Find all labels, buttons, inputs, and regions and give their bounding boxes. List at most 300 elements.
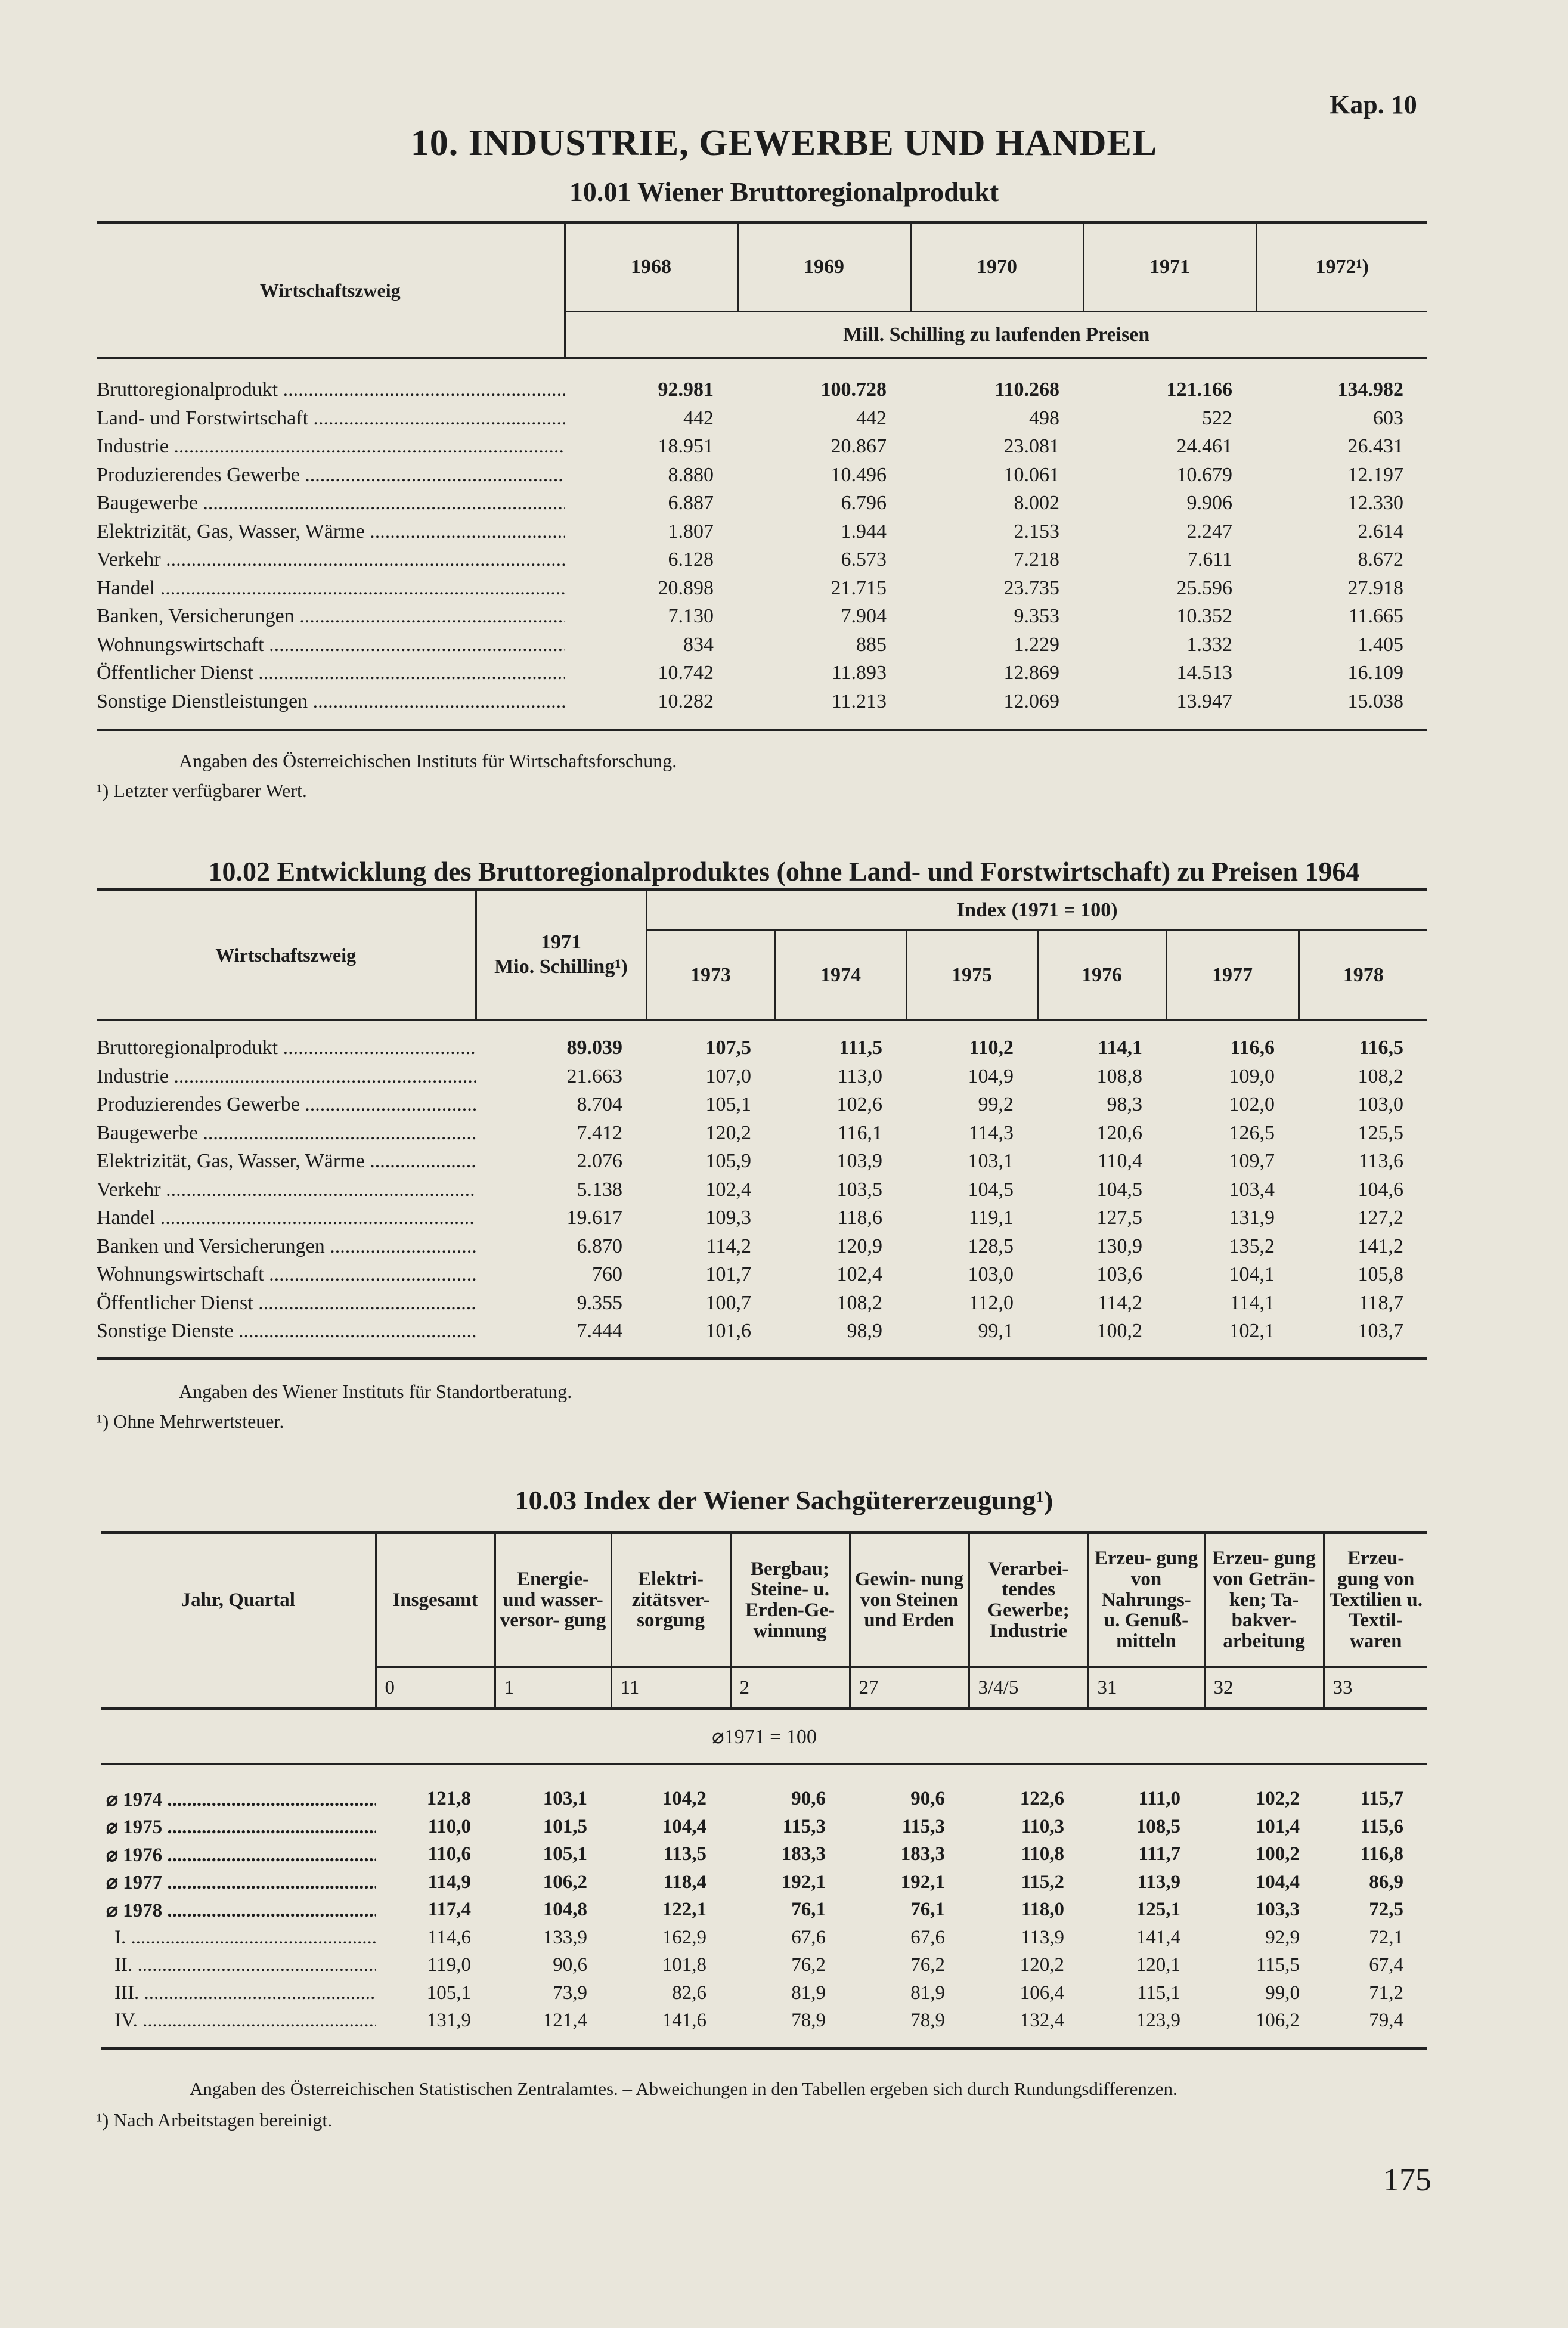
row-label-text: Baugewerbe ..... [97,492,565,514]
table-cell: 76,2 [910,1954,945,1976]
table-cell: 67,4 [1369,1954,1403,1976]
table-cell: 121,8 [426,1788,471,1810]
table-cell: 130,9 [1096,1235,1142,1257]
table-cell: 98,9 [847,1320,882,1343]
table-cell: 116,8 [1360,1843,1403,1865]
table-cell: 127,2 [1358,1207,1404,1229]
table-cell: 25.596 [1176,576,1232,599]
table-10-03-title: 10.03 Index der Wiener Sachgütererzeugung¹) [515,1485,1053,1515]
table-cell: 106,2 [1255,2010,1300,2032]
table-cell: 92,9 [1265,1926,1300,1948]
table-cell: 79,4 [1369,2010,1403,2032]
row-label-text: Land- und Forstwirtschaft ..... [97,407,565,430]
table-cell: 78,9 [791,2010,826,2032]
table-cell: 92.981 [658,379,714,401]
row-label-text: Bruttoregionalprodukt ..... [97,379,565,401]
column-header-year: 1971 [1083,222,1256,312]
table-cell: 90,6 [553,1954,587,1976]
table-cell: 100,2 [1096,1320,1142,1343]
column-header: Insgesamt [376,1533,495,1667]
column-code: 32 [1204,1667,1324,1709]
row-label [101,1813,376,1841]
table-row [97,404,1427,433]
table-cell: 115,3 [901,1815,945,1837]
table-cell: 603 [1373,407,1403,429]
table-cell: 123,9 [1136,2010,1180,2032]
table-cell: 1.229 [1014,633,1059,656]
table-cell: 114,1 [1098,1037,1142,1059]
table-cell: 141,4 [1136,1926,1180,1948]
row-label-text: Produzierendes Gewerbe ..... [97,464,565,486]
index-label: Index (1971 = 100) [646,890,1427,931]
table-cell: 102,1 [1229,1320,1275,1343]
row-label-text: ⌀ 1976 ..... [106,1843,376,1867]
table-cell: 101,6 [705,1320,751,1343]
table-cell: 116,6 [1230,1037,1275,1059]
table-cell: 162,9 [662,1926,706,1948]
table-cell: 71,2 [1369,1982,1403,2004]
chapter-title: 10. INDUSTRIE, GEWERBE UND HANDEL [410,123,1158,163]
table-cell: 73,9 [553,1982,587,2004]
table-cell: 131,9 [426,2010,471,2032]
row-label [97,489,565,518]
table-cell: 110,3 [1021,1815,1064,1837]
table-cell: 9.353 [1014,605,1059,628]
table-cell: 115,7 [1360,1788,1403,1810]
table-10-01-title: 10.01 Wiener Bruttoregionalprodukt [569,176,999,207]
table-cell: 118,4 [663,1871,706,1893]
table-cell: 103,6 [1096,1263,1142,1286]
table-cell: 103,1 [543,1788,587,1810]
table-cell: 141,2 [1358,1235,1404,1257]
table-row [97,433,1427,461]
table-cell: 103,0 [968,1263,1014,1286]
table-cell: 101,7 [705,1263,751,1286]
table-cell: 111,7 [1138,1843,1180,1865]
table-row [97,517,1427,546]
table-cell: 442 [683,407,714,429]
table-cell: 16.109 [1347,662,1403,684]
table-cell: 522 [1202,407,1232,429]
column-header-year: 1969 [737,222,910,312]
table-cell: 104,8 [543,1899,587,1921]
table-cell-base: 9.355 [577,1291,622,1314]
row-label [97,1091,476,1120]
row-label-text: IV. ..... [114,2010,376,2032]
table-cell: 6.887 [668,492,714,514]
table-cell: 115,5 [1256,1954,1300,1976]
column-header: Erzeu- gung von Geträn- ken; Ta- bakver- arbeitung [1204,1533,1324,1667]
table-cell: 1.332 [1186,633,1232,656]
table-cell: 76,1 [791,1899,826,1921]
row-label-text: Banken, Versicherungen ..... [97,605,565,628]
table-cell: 118,6 [837,1207,882,1229]
row-label-text: ⌀ 1974 ..... [106,1787,376,1811]
table-cell: 105,8 [1358,1263,1404,1286]
table-cell: 110,0 [427,1815,471,1837]
table-cell: 104,4 [662,1815,706,1837]
table-cell: 100.728 [820,379,887,401]
table-cell: 76,1 [910,1899,945,1921]
table-cell: 76,2 [791,1954,826,1976]
row-label-text: Öffentlicher Dienst ..... [97,662,565,684]
row-label-text: Industrie ..... [97,1065,476,1088]
table-cell: 23.081 [1003,435,1059,458]
table-cell: 10.282 [658,690,714,712]
table-cell: 7.904 [841,605,887,628]
row-label-text: Produzierendes Gewerbe ..... [97,1093,476,1116]
table-cell: 1.807 [668,520,714,543]
table-cell: 103,4 [1229,1178,1275,1201]
table-cell: 105,1 [543,1843,587,1865]
source-note: Angaben des Österreichischen Instituts für Wirtschaftsforschung. [179,750,677,771]
table-cell: 11.893 [831,662,887,684]
table-row [101,1896,1427,1924]
table-cell: 7.611 [1187,548,1232,571]
column-code: 31 [1088,1667,1204,1709]
table-cell: 135,2 [1229,1235,1275,1257]
table-cell: 115,6 [1360,1815,1403,1837]
table-cell: 117,4 [427,1899,471,1921]
table-cell: 1.405 [1358,633,1403,656]
table-cell: 834 [683,633,714,656]
table-cell: 99,1 [978,1320,1014,1343]
table-cell-base: 21.663 [566,1065,622,1087]
table-cell: 134.982 [1337,379,1403,401]
table-row [97,603,1427,631]
table-cell: 110,2 [969,1037,1014,1059]
table-row [97,1318,1427,1346]
row-label [97,1176,476,1204]
table-cell: 101,8 [662,1954,706,1976]
row-label [97,1318,476,1346]
row-label-text: Verkehr ..... [97,548,565,571]
table-cell: 106,2 [543,1871,587,1893]
table-cell: 26.431 [1347,435,1403,458]
table-cell: 183,3 [781,1843,826,1865]
table-cell: 103,9 [836,1150,882,1173]
table-cell: 118,7 [1358,1291,1404,1314]
row-label-text: ⌀ 1978 ..... [106,1898,376,1922]
table-cell: 104,6 [1358,1178,1404,1201]
row-label [101,1785,376,1814]
table-cell: 110,8 [1021,1843,1064,1865]
table-cell-base: 6.870 [577,1235,622,1257]
table-cell: 8.672 [1358,548,1403,571]
table-cell: 119,1 [968,1207,1014,1229]
row-label-text: III. ..... [114,1982,376,2004]
row-label [97,687,565,716]
table-cell-base: 7.412 [577,1121,622,1144]
row-label-text: Baugewerbe ..... [97,1122,476,1145]
column-code: 11 [611,1667,730,1709]
row-label-text: Elektrizität, Gas, Wasser, Wärme ..... [97,520,565,543]
table-cell: 132,4 [1019,2010,1064,2032]
row-label [101,1868,376,1896]
table-cell: 114,2 [1097,1291,1142,1314]
table-cell: 105,1 [705,1093,751,1116]
table-cell: 113,5 [663,1843,706,1865]
row-label [101,1841,376,1869]
table-cell: 885 [856,633,887,656]
table-cell: 101,5 [543,1815,587,1837]
table-row [97,1176,1427,1204]
table-row [97,659,1427,688]
table-row [101,1952,1427,1980]
column-header: Elektri- zitätsver- sorgung [611,1533,730,1667]
column-code: 27 [850,1667,969,1709]
row-label [101,1896,376,1924]
row-label-text: Handel ..... [97,1207,476,1229]
row-label [97,1119,476,1148]
row-label-text: Handel ..... [97,577,565,600]
column-header-year: 1970 [910,222,1083,312]
table-row [101,1813,1427,1841]
table-cell: 110,6 [427,1843,471,1865]
table-cell: 12.330 [1347,492,1403,514]
table-cell: 111,0 [1138,1788,1180,1810]
row-label-text: Elektrizität, Gas, Wasser, Wärme ..... [97,1150,476,1173]
table-row [97,1261,1427,1289]
column-header: Erzeu- gung von Textilien u. Textil- waren [1324,1533,1427,1667]
table-cell: 1.944 [841,520,887,543]
row-label [97,659,565,688]
table-cell: 67,6 [791,1926,826,1948]
row-label-text: ⌀ 1977 ..... [106,1870,376,1894]
table-cell: 82,6 [672,1982,706,2004]
table-cell: 102,2 [1255,1788,1300,1810]
table-cell: 67,6 [910,1926,945,1948]
table-cell: 125,5 [1358,1121,1404,1144]
table-cell: 18.951 [658,435,714,458]
column-header-period: Jahr, Quartal [181,1589,295,1611]
table-cell: 12.197 [1347,463,1403,486]
table-cell: 2.153 [1014,520,1059,543]
column-header-year: 1977 [1166,931,1299,1020]
table-row [101,1841,1427,1869]
table-cell: 119,0 [427,1954,471,1976]
table-cell: 112,0 [968,1291,1014,1314]
table-cell: 100,2 [1255,1843,1300,1865]
table-cell: 110.268 [994,379,1059,401]
table-row [97,1204,1427,1233]
row-label-text: Sonstige Dienste ..... [97,1320,476,1343]
table-cell: 106,4 [1019,1982,1064,2004]
table-cell: 103,0 [1358,1093,1404,1116]
page-number: 175 [1383,2162,1431,2197]
table-cell: 86,9 [1369,1871,1403,1893]
table-cell: 108,5 [1136,1815,1180,1837]
table-cell: 99,0 [1265,1982,1300,2004]
table-cell: 102,6 [836,1093,882,1116]
table-cell: 109,3 [705,1207,751,1229]
table-cell: 21.715 [831,576,887,599]
row-label [101,2007,376,2035]
table-cell: 104,2 [662,1788,706,1810]
column-header-year: 1975 [906,931,1037,1020]
table-row [97,1034,1427,1063]
table-cell: 120,2 [1019,1954,1064,1976]
table-cell: 114,9 [427,1871,471,1893]
table-10-03 [101,1531,1427,2050]
table-cell: 10.742 [658,662,714,684]
table-cell: 116,1 [837,1121,882,1144]
column-header: Energie- und wasser- versor- gung [495,1533,611,1667]
row-label-text: II. ..... [114,1954,376,1976]
table-row [97,461,1427,489]
table-cell: 103,1 [968,1150,1014,1173]
table-row [97,1062,1427,1091]
table-cell: 121.166 [1166,379,1232,401]
row-label [101,1952,376,1980]
table-cell: 101,4 [1255,1815,1300,1837]
table-cell: 2.247 [1186,520,1232,543]
table-cell: 108,2 [836,1291,882,1314]
row-label [101,1979,376,2007]
table-cell: 103,3 [1255,1899,1300,1921]
base-label: ⌀1971 = 100 [101,1709,1427,1764]
table-cell: 13.947 [1176,690,1232,712]
table-cell: 107,5 [705,1037,751,1059]
table-10-02-title: 10.02 Entwicklung des Bruttoregionalproduktes (ohne Land- und Forstwirtschaft) zu Preisen 1964 [208,856,1360,886]
row-label [97,631,565,659]
table-cell: 183,3 [900,1843,945,1865]
row-label [97,376,565,405]
row-label [97,1034,476,1063]
table-cell: 27.918 [1347,576,1403,599]
table-cell: 10.679 [1176,463,1232,486]
table-row [97,1232,1427,1261]
table-cell: 110,4 [1097,1150,1142,1173]
table-cell: 10.061 [1003,463,1059,486]
column-code: 2 [730,1667,850,1709]
table-cell-base: 89.039 [566,1037,622,1059]
column-code: 3/4/5 [969,1667,1088,1709]
row-label [97,546,565,575]
row-label-text: Verkehr ..... [97,1179,476,1201]
table-cell: 81,9 [910,1982,945,2004]
column-header-year: 1972¹) [1256,222,1427,312]
table-cell-base: 5.138 [577,1178,622,1201]
table-cell: 99,2 [978,1093,1014,1116]
table-cell: 7.218 [1014,548,1059,571]
table-row [97,687,1427,716]
table-cell: 115,2 [1021,1871,1064,1893]
table-cell-base: 760 [592,1263,622,1286]
table-cell: 108,8 [1096,1065,1142,1087]
row-label [101,1924,376,1952]
table-cell: 7.130 [668,605,714,628]
row-label [97,1289,476,1318]
row-label [97,517,565,546]
table-cell: 120,9 [836,1235,882,1257]
table-row [97,376,1427,405]
table-row [97,546,1427,575]
table-cell: 109,0 [1229,1065,1275,1087]
row-label-text: Sonstige Dienstleistungen ..... [97,690,565,713]
row-label-text: Bruttoregionalprodukt ..... [97,1037,476,1059]
chapter-marker: Kap. 10 [1330,90,1417,119]
table-cell: 108,2 [1358,1065,1404,1087]
table-cell: 442 [856,407,887,429]
table-cell: 100,7 [705,1291,751,1314]
table-cell: 102,4 [836,1263,882,1286]
footnote: ¹) Letzter verfügbarer Wert. [97,780,307,801]
table-row [101,1868,1427,1896]
table-cell: 104,5 [968,1178,1014,1201]
row-label-text: I. ..... [114,1927,376,1949]
table-cell: 498 [1029,407,1059,429]
column-header-wirtschaftszweig: Wirtschaftszweig [97,890,476,1020]
table-cell: 131,9 [1229,1207,1275,1229]
table-cell: 125,1 [1136,1899,1180,1921]
table-cell-base: 2.076 [577,1150,622,1173]
table-row [97,1119,1427,1148]
table-cell: 10.352 [1176,605,1232,628]
column-header: Bergbau; Steine- u. Erden-Ge- winnung [730,1533,850,1667]
row-label [97,1232,476,1261]
table-cell: 122,6 [1019,1788,1064,1810]
base-year: 1971 [541,931,581,954]
table-cell: 192,1 [900,1871,945,1893]
table-cell: 23.735 [1003,576,1059,599]
row-label [97,433,565,461]
table-row [97,1289,1427,1318]
table-cell: 126,5 [1229,1121,1275,1144]
table-cell: 6.573 [841,548,887,571]
table-cell: 104,5 [1096,1178,1142,1201]
table-cell: 128,5 [968,1235,1014,1257]
table-cell: 115,3 [782,1815,826,1837]
table-cell: 113,9 [1137,1871,1180,1893]
table-row [101,2007,1427,2035]
row-label-text: Wohnungswirtschaft ..... [97,634,565,656]
table-cell: 11.213 [831,690,887,712]
table-cell: 114,3 [968,1121,1014,1144]
column-header-year: 1973 [646,931,775,1020]
column-header-year: 1968 [565,222,737,312]
table-cell: 15.038 [1347,690,1403,712]
column-code: 0 [376,1667,495,1709]
table-cell: 102,0 [1229,1093,1275,1116]
table-cell: 105,1 [426,1982,471,2004]
table-cell: 120,1 [1136,1954,1180,1976]
footnote: ¹) Nach Arbeitstagen bereinigt. [97,2109,333,2131]
column-code: 1 [495,1667,611,1709]
row-label [97,1148,476,1176]
table-cell: 116,5 [1359,1037,1404,1059]
table-cell: 104,9 [968,1065,1014,1087]
table-cell: 98,3 [1107,1093,1142,1116]
table-cell: 133,9 [543,1926,587,1948]
table-cell: 115,1 [1136,1982,1180,2004]
table-row [97,489,1427,518]
table-cell: 90,6 [910,1788,945,1810]
table-row [97,1148,1427,1176]
table-cell: 8.880 [668,463,714,486]
table-cell: 10.496 [831,463,887,486]
table-cell: 9.906 [1186,492,1232,514]
table-row [101,1979,1427,2007]
column-code: 33 [1324,1667,1427,1709]
table-cell: 11.665 [1348,605,1403,628]
table-cell: 24.461 [1176,435,1232,458]
table-10-02 [97,888,1427,1360]
unit-label: Mill. Schilling zu laufenden Preisen [565,312,1427,358]
table-cell: 78,9 [910,2010,945,2032]
table-row [101,1924,1427,1952]
table-cell-base: 19.617 [566,1207,622,1229]
